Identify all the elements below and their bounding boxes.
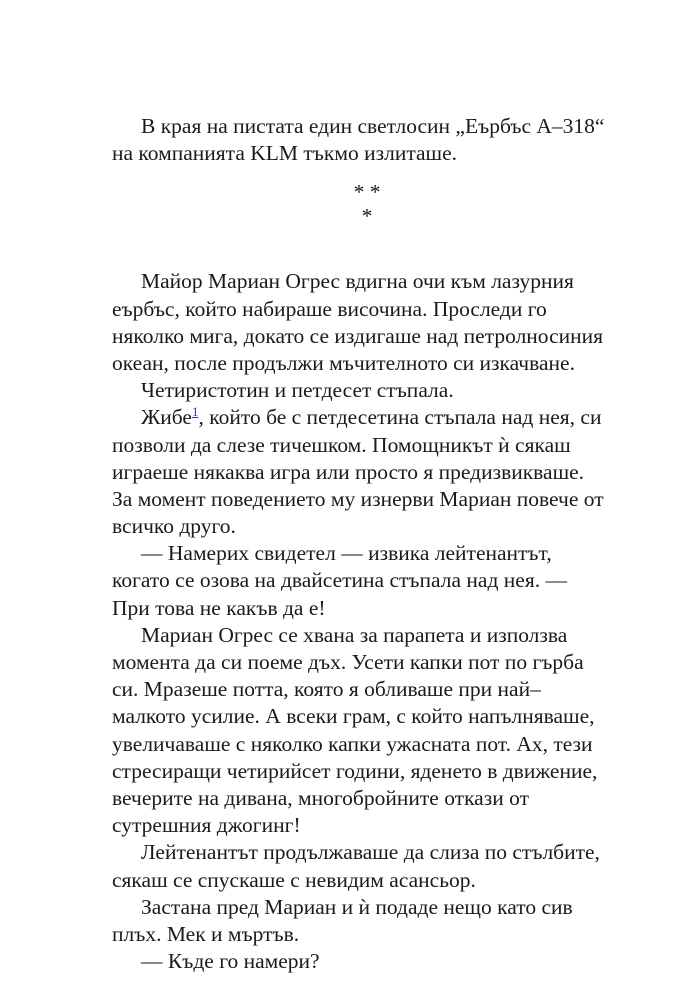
paragraph-line: стресиращи четирийсет години, яденето в движение, xyxy=(112,758,598,783)
paragraph-line-with-footnote xyxy=(112,404,602,431)
paragraph-line: — Къде го намери? xyxy=(141,949,320,974)
paragraph-line: си. Мразеше потта, която я обливаше при най– xyxy=(112,677,541,702)
intro-line-1: В края на пистата един светлосин „Еърбъс А–318“ xyxy=(141,114,605,138)
paragraph-line: За момент поведението му изнерви Мариан повече от xyxy=(112,486,604,511)
paragraph-line: океан, после продължи мъчителното си изкачване. xyxy=(112,350,575,375)
text-fragment: Жибе xyxy=(141,405,192,430)
paragraph-line: всичко друго. xyxy=(112,514,236,539)
paragraph-line: момента да си поеме дъх. Усети капки пот по гърба xyxy=(112,650,584,674)
footnote-link[interactable]: 1 xyxy=(191,404,199,420)
paragraph-line: сякаш се спускаше с невидим асансьор. xyxy=(112,867,476,892)
paragraph-line: Застана пред Мариан и ѝ подаде нещо като сив xyxy=(141,894,573,919)
paragraph-line: плъх. Мек и мъртъв. xyxy=(112,921,300,946)
book-page xyxy=(112,113,605,975)
paragraph-line: позволи да слезе тичешком. Помощникът ѝ сякаш xyxy=(112,432,571,457)
paragraph-line: еърбъс, който набираше височина. Проследи го xyxy=(112,296,547,321)
paragraph-line: сутрешния джогинг! xyxy=(112,813,301,838)
paragraph-line: Лейтенантът продължаваше да слиза по стълбите, xyxy=(141,840,600,865)
paragraph-line: При това не какъв да е! xyxy=(112,595,326,620)
paragraph-line: увеличаваше с няколко капки ужасната пот. Ах, тези xyxy=(112,731,593,756)
paragraph-line: няколко мига, докато се издигаше над петролносиния xyxy=(112,323,604,348)
paragraph-line: Четиристотин и петдесет стъпала. xyxy=(141,378,454,403)
paragraph-line: когато се озова на двайсетина стъпала над нея. — xyxy=(112,568,567,593)
text-fragment: , който бе с петдесетина стъпала над нея, си xyxy=(198,405,602,430)
section-separator-top: * * xyxy=(353,180,381,205)
paragraph-line: играеше някаква игра или просто я предизвикваше. xyxy=(112,459,585,484)
paragraph-line: малкото усилие. А всеки грам, с който напълняваше, xyxy=(112,704,595,729)
paragraph-line: — Намерих свидетел — извика лейтенантът, xyxy=(141,541,552,566)
section-separator-bottom: * xyxy=(361,204,373,229)
paragraph-line: вечерите на дивана, многобройните откази от xyxy=(112,785,529,810)
intro-line-2: на компанията KLM тъкмо излиташе. xyxy=(112,141,457,166)
paragraph-line: Майор Мариан Огрес вдигна очи към лазурния xyxy=(141,269,574,294)
paragraph-line: Мариан Огрес се хвана за парапета и използва xyxy=(141,622,568,647)
